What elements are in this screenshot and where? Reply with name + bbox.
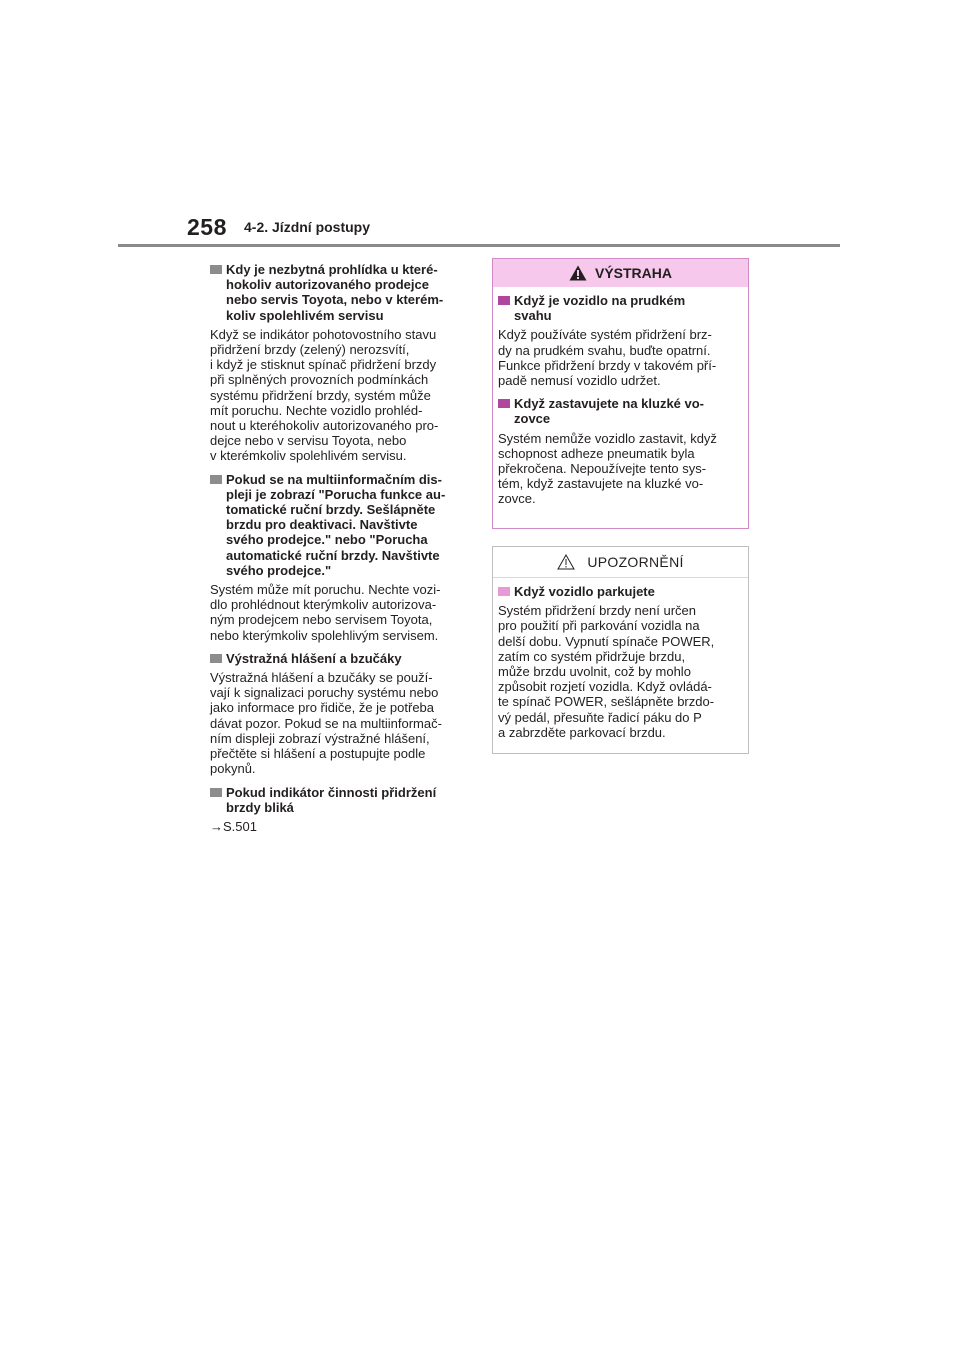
caution-box <box>492 546 749 754</box>
bullet-square-icon <box>210 788 222 797</box>
bullet-square-icon <box>498 399 510 408</box>
warning-item-text: Systém nemůže vozidlo zastavit, když schopnost adheze pneumatik byla překročena. Nepoužívejte tento sys- tém, když zastavujete na kluzké vo- zovce. <box>498 430 717 507</box>
info-block-warning-messages <box>210 651 472 777</box>
page-reference: →S.501 <box>210 818 257 834</box>
page-number: 258 <box>187 214 227 240</box>
info-block-inspection <box>210 262 472 464</box>
block-text: Výstražná hlášení a bzučáky se použí- vají k signalizaci poruchy systému nebo jako informace pro řidiče, že je potřeba dávat pozor. Pokud se na multiinformač- ním displeji zobrazí výstražné hlášení, přečtěte si hlášení a postupujte podle pokynů. <box>210 670 442 777</box>
bullet-square-icon <box>498 587 510 596</box>
info-block-malfunction-message <box>210 472 472 643</box>
caution-header <box>493 547 748 578</box>
left-column <box>210 262 472 842</box>
warning-item-heading: Když zastavujete na kluzké vo- zovce <box>514 396 705 427</box>
block-heading: Pokud indikátor činnosti přidržení brzdy bliká <box>226 784 437 815</box>
warning-item-heading: Když je vozidlo na prudkém svahu <box>514 293 686 324</box>
caution-item-heading: Když vozidlo parkujete <box>514 584 655 599</box>
warning-item-text: Když používáte systém přidržení brz- dy na prudkém svahu, buďte opatrní. Funkce přidržení brzdy v takovém pří- padě nemusí vozidlo udržet. <box>498 327 717 389</box>
warning-box <box>492 258 749 529</box>
caution-triangle-outline-icon <box>557 554 575 570</box>
block-heading: Výstražná hlášení a bzučáky <box>226 650 402 666</box>
warning-title: VÝSTRAHA <box>594 265 672 281</box>
block-heading: Kdy je nezbytná prohlídka u které- hokoliv autorizovaného prodejce nebo servis Toyota, nebo v kterém- koliv spolehlivém servisu <box>226 262 444 323</box>
block-text: Systém může mít poruchu. Nechte vozi- dlo prohlédnout kterýmkoliv autorizova- ným prodejcem nebo servisem Toyota, nebo kterýmkoliv spolehlivým servisem. <box>210 582 441 643</box>
info-block-indicator-flashing <box>210 785 472 835</box>
warning-triangle-icon <box>569 265 587 281</box>
bullet-square-icon <box>498 296 510 305</box>
caution-item-text: Systém přidržení brzdy není určen pro použití při parkování vozidla na delší dobu. Vypnutí spínače POWER, zatím co systém přidržuje brzdu, může brzdu uvolnit, což by mohlo způsobit rozjetí vozidla. Když ovládá- te spínač POWER, sešlápněte brzdo- vý pedál, přesuňte řadicí páku do P a zabrzděte parkovací brzdu. <box>498 603 715 740</box>
block-text: Když se indikátor pohotovostního stavu přidržení brzdy (zelený) nerozsvítí, i když je stisknut spínač přidržení brzdy při splněných provozních podmínkách systému přidržení brzdy, systém může mít poruchu. Nechte vozidlo prohléd- nout u kteréhokoliv autorizovaného pro- dejce nebo v servisu Toyota, nebo v kterémkoliv spolehlivém servisu. <box>210 326 439 464</box>
warning-header <box>493 259 748 287</box>
bullet-square-icon <box>210 265 222 274</box>
bullet-square-icon <box>210 654 222 663</box>
block-heading: Pokud se na multiinformačním dis- pleji je zobrazí "Porucha funkce au- tomatické ruční brzdy. Sešlápněte brzdu pro deaktivaci. Navštivte svého prodejce." nebo "Porucha automatické ruční brzdy. Navštivte svého prodejce." <box>226 471 446 578</box>
bullet-square-icon <box>210 475 222 484</box>
section-title: 4-2. Jízdní postupy <box>244 219 371 235</box>
header-rule <box>118 244 840 247</box>
caution-title: UPOZORNĚNÍ <box>587 554 684 570</box>
